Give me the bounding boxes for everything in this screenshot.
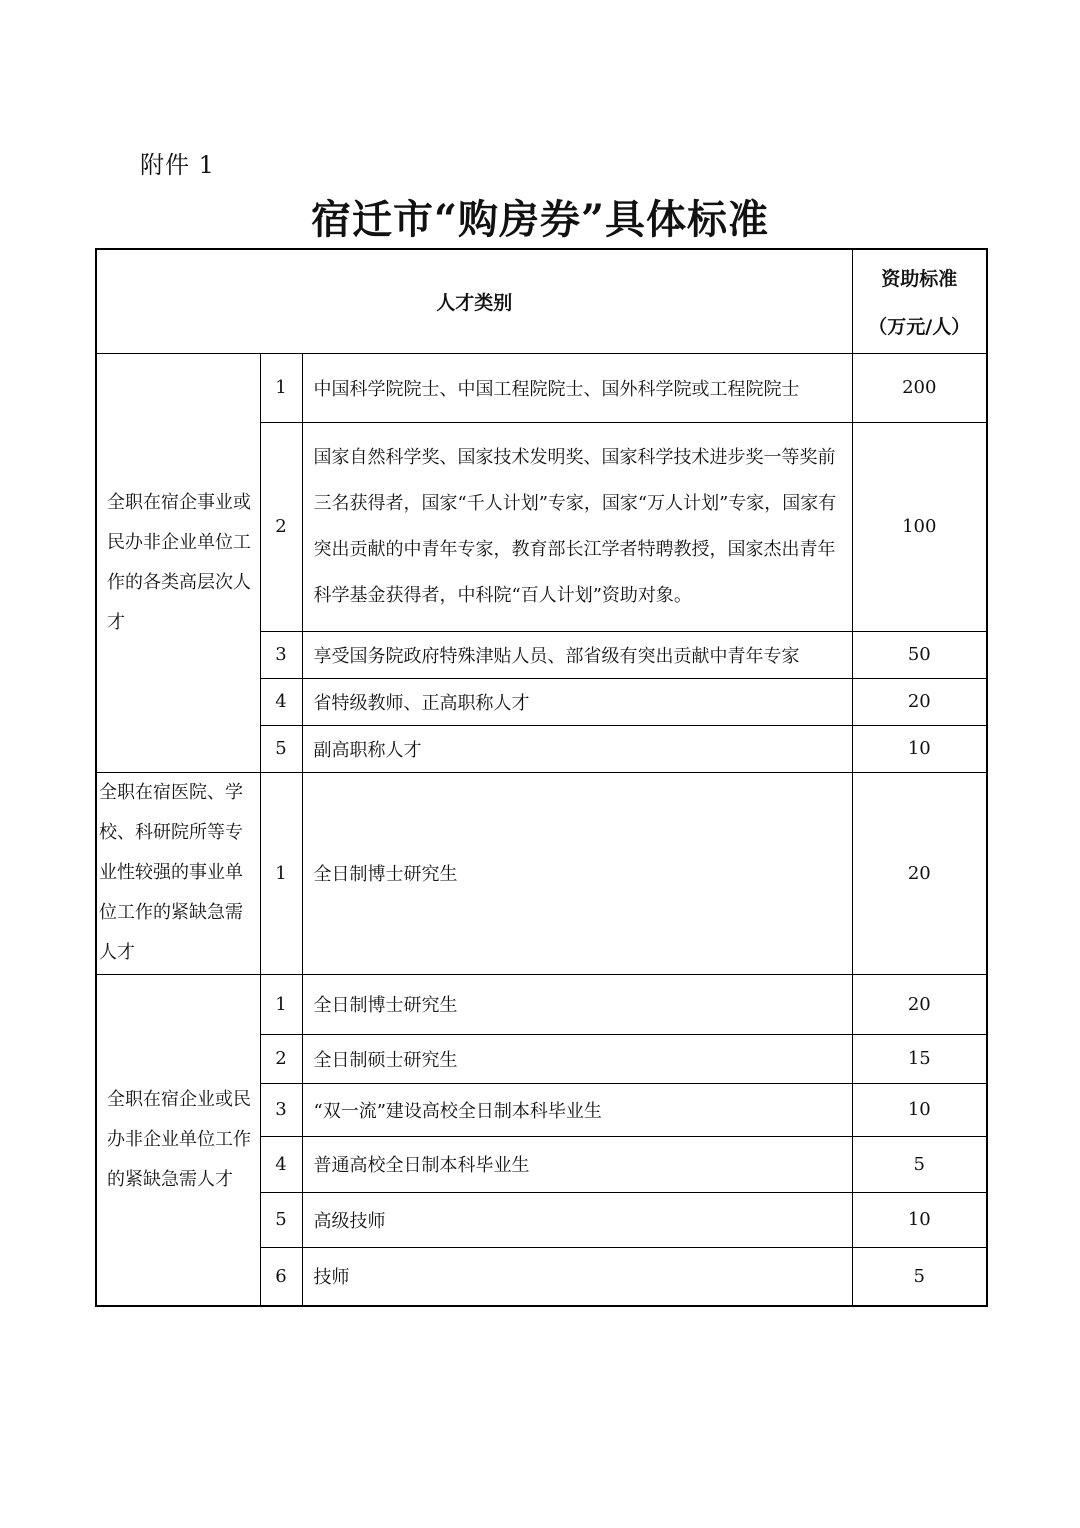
row-number: 6 <box>260 1247 302 1306</box>
row-amount: 200 <box>852 353 987 422</box>
row-amount: 10 <box>852 725 987 772</box>
row-description: 享受国务院政府特殊津贴人员、部省级有突出贡献中青年专家 <box>302 631 852 678</box>
header-amount-line1: 资助标准 <box>881 268 958 291</box>
header-row <box>96 249 987 353</box>
table-row <box>96 772 987 974</box>
row-description: 高级技师 <box>302 1192 852 1247</box>
row-description: 全日制硕士研究生 <box>302 1034 852 1083</box>
category-cell: 全职在宿医院、学校、科研院所等专业性较强的事业单位工作的紧缺急需人才 <box>96 772 260 974</box>
row-number: 2 <box>260 1034 302 1083</box>
row-number: 3 <box>260 1083 302 1136</box>
row-amount: 20 <box>852 772 987 974</box>
category-cell: 全职在宿企事业或民办非企业单位工作的各类高层次人才 <box>96 353 260 772</box>
row-amount: 10 <box>852 1083 987 1136</box>
row-description: 全日制博士研究生 <box>302 772 852 974</box>
row-number: 1 <box>260 974 302 1034</box>
row-number: 1 <box>260 772 302 974</box>
header-category: 人才类别 <box>96 249 852 353</box>
row-number: 4 <box>260 678 302 725</box>
row-number: 5 <box>260 1192 302 1247</box>
standards-table <box>95 248 988 1307</box>
table-row <box>96 974 987 1034</box>
row-description: 普通高校全日制本科毕业生 <box>302 1136 852 1192</box>
row-amount: 5 <box>852 1247 987 1306</box>
row-amount: 20 <box>852 974 987 1034</box>
row-description: 全日制博士研究生 <box>302 974 852 1034</box>
table-row <box>96 353 987 422</box>
row-description: 中国科学院院士、中国工程院院士、国外科学院或工程院院士 <box>302 353 852 422</box>
row-number: 5 <box>260 725 302 772</box>
row-number: 1 <box>260 353 302 422</box>
row-number: 3 <box>260 631 302 678</box>
row-amount: 10 <box>852 1192 987 1247</box>
row-description: 国家自然科学奖、国家技术发明奖、国家科学技术进步奖一等奖前三名获得者，国家“千人计划”专家，国家“万人计划”专家，国家有突出贡献的中青年专家，教育部长江学者特聘教授，国家杰出青年科学基金获得者，中科院“百人计划”资助对象。 <box>302 422 852 631</box>
row-description: 副高职称人才 <box>302 725 852 772</box>
row-amount: 20 <box>852 678 987 725</box>
row-amount: 50 <box>852 631 987 678</box>
row-description: “双一流”建设高校全日制本科毕业生 <box>302 1083 852 1136</box>
row-description: 技师 <box>302 1247 852 1306</box>
row-number: 2 <box>260 422 302 631</box>
row-amount: 100 <box>852 422 987 631</box>
header-amount-unit: （万元/人） <box>868 316 971 339</box>
attachment-label: 附件 1 <box>140 151 215 179</box>
category-cell: 全职在宿企业或民办非企业单位工作的紧缺急需人才 <box>96 974 260 1306</box>
row-number: 4 <box>260 1136 302 1192</box>
row-amount: 5 <box>852 1136 987 1192</box>
header-amount <box>852 249 987 353</box>
document-title: 宿迁市“购房券”具体标准 <box>310 196 769 243</box>
row-amount: 15 <box>852 1034 987 1083</box>
row-description: 省特级教师、正高职称人才 <box>302 678 852 725</box>
